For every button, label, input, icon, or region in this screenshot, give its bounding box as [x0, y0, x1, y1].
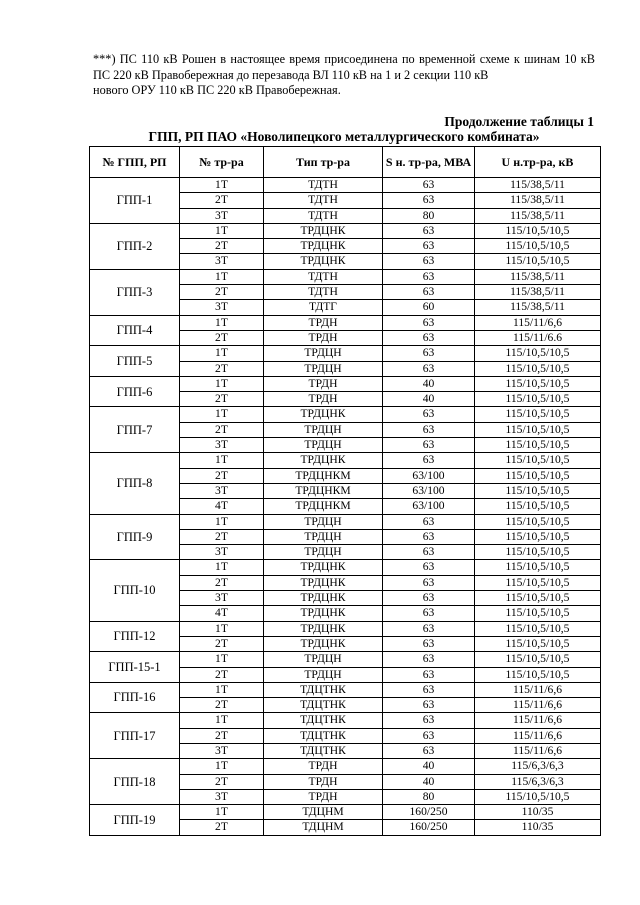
rated-voltage-cell: 115/10,5/10,5 [475, 346, 601, 361]
transformer-no-cell: 1Т [180, 346, 264, 361]
footnote-line-2: нового ОРУ 110 кВ ПС 220 кВ Правобережная. [93, 83, 341, 97]
table-header-row [90, 147, 601, 178]
column-header-transformer-type: Тип тр-ра [264, 147, 383, 178]
rated-voltage-cell: 115/10,5/10,5 [475, 560, 601, 575]
substation-name-cell: ГПП-7 [90, 407, 180, 453]
table-row [90, 805, 601, 820]
rated-voltage-cell: 115/10,5/10,5 [475, 652, 601, 667]
transformer-type-cell: ТРДЦНК [264, 621, 383, 636]
substation-name-cell: ГПП-2 [90, 223, 180, 269]
transformer-type-cell: ТРДЦНК [264, 591, 383, 606]
rated-power-cell: 63 [383, 591, 475, 606]
table-row [90, 560, 601, 575]
transformer-type-cell: ТРДН [264, 392, 383, 407]
rated-power-cell: 63/100 [383, 499, 475, 514]
transformer-type-cell: ТРДЦН [264, 529, 383, 544]
rated-voltage-cell: 115/11/6,6 [475, 698, 601, 713]
substation-name-cell: ГПП-10 [90, 560, 180, 621]
rated-voltage-cell: 115/11/6,6 [475, 315, 601, 330]
rated-power-cell: 63 [383, 223, 475, 238]
rated-voltage-cell: 115/10,5/10,5 [475, 453, 601, 468]
rated-power-cell: 63/100 [383, 483, 475, 498]
rated-voltage-cell: 115/38,5/11 [475, 269, 601, 284]
substation-name-cell: ГПП-9 [90, 514, 180, 560]
rated-power-cell: 63 [383, 529, 475, 544]
substation-name-cell: ГПП-1 [90, 178, 180, 224]
transformer-type-cell: ТРДЦН [264, 545, 383, 560]
transformer-type-cell: ТДЦТНК [264, 698, 383, 713]
rated-power-cell: 63 [383, 407, 475, 422]
rated-voltage-cell: 115/10,5/10,5 [475, 438, 601, 453]
transformer-no-cell: 4Т [180, 606, 264, 621]
substation-name-cell: ГПП-5 [90, 346, 180, 377]
rated-power-cell: 160/250 [383, 805, 475, 820]
table-row [90, 346, 601, 361]
rated-voltage-cell: 115/10,5/10,5 [475, 514, 601, 529]
transformer-type-cell: ТРДЦНК [264, 254, 383, 269]
transformer-type-cell: ТРДН [264, 789, 383, 804]
substation-name-cell: ГПП-17 [90, 713, 180, 759]
rated-power-cell: 63 [383, 285, 475, 300]
rated-voltage-cell: 110/35 [475, 805, 601, 820]
table-row [90, 376, 601, 391]
footnote [93, 52, 595, 99]
rated-power-cell: 63 [383, 514, 475, 529]
transformer-type-cell: ТРДЦНК [264, 453, 383, 468]
transformer-no-cell: 1Т [180, 514, 264, 529]
column-header-rated-power: S н. тр-ра, МВА [383, 147, 475, 178]
rated-voltage-cell: 115/10,5/10,5 [475, 376, 601, 391]
rated-voltage-cell: 115/10,5/10,5 [475, 621, 601, 636]
rated-power-cell: 63 [383, 713, 475, 728]
rated-power-cell: 63 [383, 575, 475, 590]
rated-power-cell: 63 [383, 361, 475, 376]
transformer-type-cell: ТРДЦН [264, 422, 383, 437]
transformer-type-cell: ТДЦНМ [264, 805, 383, 820]
transformer-no-cell: 2Т [180, 468, 264, 483]
substation-name-cell: ГПП-18 [90, 759, 180, 805]
column-header-substation: № ГПП, РП [90, 147, 180, 178]
transformer-no-cell: 2Т [180, 392, 264, 407]
transformer-type-cell: ТДТН [264, 208, 383, 223]
rated-voltage-cell: 115/6,3/6,3 [475, 774, 601, 789]
transformer-type-cell: ТРДЦН [264, 346, 383, 361]
rated-power-cell: 63 [383, 346, 475, 361]
transformer-no-cell: 2Т [180, 667, 264, 682]
transformer-no-cell: 2Т [180, 698, 264, 713]
transformer-no-cell: 1Т [180, 759, 264, 774]
rated-voltage-cell: 115/10,5/10,5 [475, 499, 601, 514]
transformer-no-cell: 3Т [180, 743, 264, 758]
substation-name-cell: ГПП-6 [90, 376, 180, 407]
rated-power-cell: 63 [383, 682, 475, 697]
table-row [90, 315, 601, 330]
transformer-type-cell: ТРДЦНК [264, 606, 383, 621]
transformer-type-cell: ТРДН [264, 376, 383, 391]
transformer-no-cell: 3Т [180, 591, 264, 606]
transformer-no-cell: 2Т [180, 239, 264, 254]
transformer-type-cell: ТРДН [264, 774, 383, 789]
transformer-no-cell: 1Т [180, 713, 264, 728]
rated-power-cell: 40 [383, 392, 475, 407]
substation-name-cell: ГПП-12 [90, 621, 180, 652]
transformer-no-cell: 1Т [180, 682, 264, 697]
transformer-type-cell: ТРДН [264, 330, 383, 345]
transformer-type-cell: ТРДЦН [264, 652, 383, 667]
transformer-type-cell: ТРДЦНК [264, 560, 383, 575]
rated-power-cell: 63 [383, 698, 475, 713]
rated-voltage-cell: 115/38,5/11 [475, 193, 601, 208]
rated-voltage-cell: 115/10,5/10,5 [475, 392, 601, 407]
rated-power-cell: 63 [383, 560, 475, 575]
rated-power-cell: 40 [383, 774, 475, 789]
rated-power-cell: 63 [383, 438, 475, 453]
transformer-type-cell: ТДЦТНК [264, 682, 383, 697]
transformer-type-cell: ТРДЦНК [264, 575, 383, 590]
substation-name-cell: ГПП-3 [90, 269, 180, 315]
rated-voltage-cell: 115/10,5/10,5 [475, 468, 601, 483]
substation-name-cell: ГПП-16 [90, 682, 180, 713]
table-row [90, 652, 601, 667]
rated-voltage-cell: 115/10,5/10,5 [475, 361, 601, 376]
rated-power-cell: 40 [383, 759, 475, 774]
continuation-label: Продолжение таблицы 1 [444, 114, 594, 129]
rated-power-cell: 63 [383, 239, 475, 254]
transformer-type-cell: ТРДЦН [264, 667, 383, 682]
transformer-no-cell: 3Т [180, 300, 264, 315]
transformer-no-cell: 2Т [180, 285, 264, 300]
transformer-type-cell: ТДЦТНК [264, 713, 383, 728]
rated-power-cell: 80 [383, 208, 475, 223]
rated-power-cell: 60 [383, 300, 475, 315]
rated-voltage-cell: 115/10,5/10,5 [475, 223, 601, 238]
transformer-type-cell: ТРДН [264, 315, 383, 330]
rated-voltage-cell: 115/11/6,6 [475, 682, 601, 697]
substation-name-cell: ГПП-19 [90, 805, 180, 836]
rated-power-cell: 63 [383, 315, 475, 330]
rated-power-cell: 63/100 [383, 468, 475, 483]
transformer-no-cell: 2Т [180, 422, 264, 437]
rated-power-cell: 63 [383, 652, 475, 667]
rated-voltage-cell: 115/10,5/10,5 [475, 575, 601, 590]
transformer-no-cell: 1Т [180, 178, 264, 193]
rated-voltage-cell: 115/6,3/6,3 [475, 759, 601, 774]
transformer-no-cell: 2Т [180, 728, 264, 743]
transformer-no-cell: 1Т [180, 376, 264, 391]
rated-power-cell: 63 [383, 621, 475, 636]
transformer-type-cell: ТРДЦНКМ [264, 483, 383, 498]
transformer-type-cell: ТРДЦН [264, 438, 383, 453]
rated-power-cell: 63 [383, 254, 475, 269]
table-title: ГПП, РП ПАО «Новолипецкого металлургического комбината» [148, 129, 540, 144]
rated-power-cell: 40 [383, 376, 475, 391]
rated-voltage-cell: 115/10,5/10,5 [475, 483, 601, 498]
rated-power-cell: 63 [383, 728, 475, 743]
transformer-type-cell: ТДЦНМ [264, 820, 383, 835]
rated-voltage-cell: 115/10,5/10,5 [475, 545, 601, 560]
transformer-no-cell: 3Т [180, 208, 264, 223]
rated-voltage-cell: 115/10,5/10,5 [475, 606, 601, 621]
rated-voltage-cell: 115/10,5/10,5 [475, 407, 601, 422]
table-row [90, 223, 601, 238]
transformer-no-cell: 3Т [180, 483, 264, 498]
transformer-no-cell: 1Т [180, 805, 264, 820]
rated-power-cell: 63 [383, 453, 475, 468]
rated-voltage-cell: 110/35 [475, 820, 601, 835]
transformer-type-cell: ТДЦТНК [264, 743, 383, 758]
rated-power-cell: 63 [383, 606, 475, 621]
table-row [90, 621, 601, 636]
rated-voltage-cell: 115/10,5/10,5 [475, 239, 601, 254]
column-header-transformer-no: № тр-ра [180, 147, 264, 178]
rated-power-cell: 63 [383, 193, 475, 208]
transformer-no-cell: 1Т [180, 223, 264, 238]
transformer-no-cell: 2Т [180, 529, 264, 544]
substation-name-cell: ГПП-8 [90, 453, 180, 514]
transformer-type-cell: ТДТН [264, 269, 383, 284]
transformer-type-cell: ТРДЦНК [264, 407, 383, 422]
rated-voltage-cell: 115/11/6.6 [475, 330, 601, 345]
table-body [90, 178, 601, 836]
rated-power-cell: 63 [383, 269, 475, 284]
substation-name-cell: ГПП-4 [90, 315, 180, 346]
transformer-no-cell: 1Т [180, 621, 264, 636]
table-row [90, 453, 601, 468]
table-row [90, 407, 601, 422]
transformer-type-cell: ТРДЦНК [264, 239, 383, 254]
transformer-no-cell: 1Т [180, 560, 264, 575]
rated-voltage-cell: 115/38,5/11 [475, 285, 601, 300]
table-row [90, 682, 601, 697]
rated-power-cell: 63 [383, 422, 475, 437]
table-row [90, 759, 601, 774]
transformer-no-cell: 2Т [180, 330, 264, 345]
substation-name-cell: ГПП-15-1 [90, 652, 180, 683]
table-row [90, 178, 601, 193]
table-row [90, 269, 601, 284]
rated-voltage-cell: 115/10,5/10,5 [475, 254, 601, 269]
rated-voltage-cell: 115/38,5/11 [475, 178, 601, 193]
transformer-type-cell: ТДТН [264, 285, 383, 300]
rated-power-cell: 63 [383, 667, 475, 682]
rated-voltage-cell: 115/11/6,6 [475, 743, 601, 758]
rated-power-cell: 160/250 [383, 820, 475, 835]
rated-voltage-cell: 115/38,5/11 [475, 300, 601, 315]
rated-voltage-cell: 115/38,5/11 [475, 208, 601, 223]
transformer-type-cell: ТРДЦНК [264, 223, 383, 238]
transformer-type-cell: ТДТН [264, 178, 383, 193]
rated-voltage-cell: 115/11/6,6 [475, 728, 601, 743]
transformer-type-cell: ТРДЦН [264, 361, 383, 376]
transformer-type-cell: ТДТН [264, 193, 383, 208]
rated-power-cell: 80 [383, 789, 475, 804]
transformer-no-cell: 2Т [180, 193, 264, 208]
transformer-type-cell: ТДТГ [264, 300, 383, 315]
rated-voltage-cell: 115/10,5/10,5 [475, 667, 601, 682]
transformer-no-cell: 2Т [180, 774, 264, 789]
transformer-no-cell: 1Т [180, 315, 264, 330]
transformer-no-cell: 3Т [180, 438, 264, 453]
transformer-type-cell: ТРДЦНК [264, 636, 383, 651]
table-row [90, 514, 601, 529]
rated-voltage-cell: 115/10,5/10,5 [475, 636, 601, 651]
transformer-no-cell: 1Т [180, 407, 264, 422]
column-header-rated-voltage: U н.тр-ра, кВ [475, 147, 601, 178]
transformer-no-cell: 2Т [180, 636, 264, 651]
rated-power-cell: 63 [383, 743, 475, 758]
transformer-type-cell: ТРДЦНКМ [264, 499, 383, 514]
rated-voltage-cell: 115/10,5/10,5 [475, 789, 601, 804]
transformer-type-cell: ТРДЦН [264, 514, 383, 529]
transformer-no-cell: 2Т [180, 575, 264, 590]
transformer-no-cell: 2Т [180, 361, 264, 376]
transformer-type-cell: ТДЦТНК [264, 728, 383, 743]
rated-power-cell: 63 [383, 636, 475, 651]
transformer-no-cell: 1Т [180, 652, 264, 667]
table-row [90, 713, 601, 728]
rated-voltage-cell: 115/10,5/10,5 [475, 529, 601, 544]
transformer-type-cell: ТРДЦНКМ [264, 468, 383, 483]
rated-power-cell: 63 [383, 178, 475, 193]
rated-power-cell: 63 [383, 545, 475, 560]
transformer-no-cell: 4Т [180, 499, 264, 514]
rated-voltage-cell: 115/11/6,6 [475, 713, 601, 728]
transformer-table [89, 146, 601, 836]
rated-voltage-cell: 115/10,5/10,5 [475, 591, 601, 606]
footnote-line-1: ***) ПС 110 кВ Рошен в настоящее время присоединена по временной схеме к шинам 10 кВ ПС 220 кВ Правобережная до перезавода ВЛ 110 кВ на 1 и 2 секции 110 кВ [93, 52, 595, 82]
transformer-no-cell: 1Т [180, 453, 264, 468]
rated-power-cell: 63 [383, 330, 475, 345]
rated-voltage-cell: 115/10,5/10,5 [475, 422, 601, 437]
transformer-no-cell: 1Т [180, 269, 264, 284]
transformer-no-cell: 2Т [180, 820, 264, 835]
transformer-type-cell: ТРДН [264, 759, 383, 774]
transformer-no-cell: 3Т [180, 545, 264, 560]
transformer-no-cell: 3Т [180, 254, 264, 269]
transformer-no-cell: 3Т [180, 789, 264, 804]
